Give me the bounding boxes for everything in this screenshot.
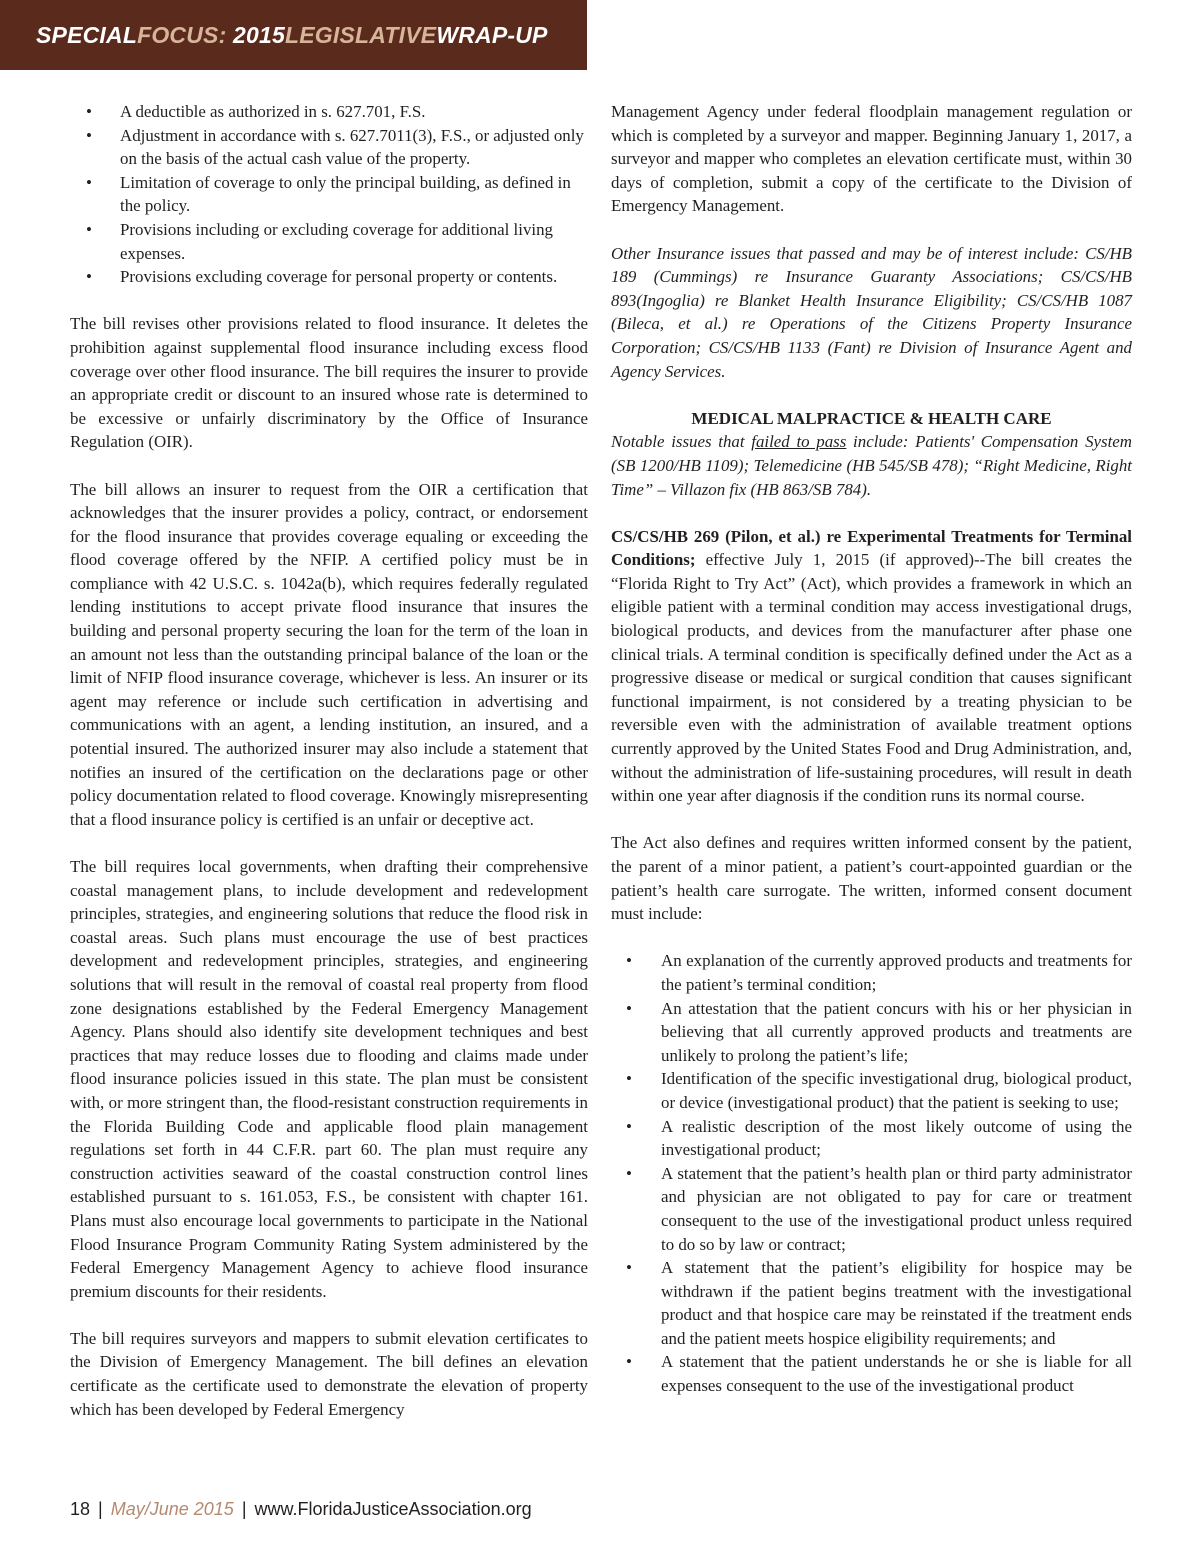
list-item: • Limitation of coverage to only the principal building, as defined in the policy.: [70, 171, 588, 218]
bill-description: effective July 1, 2015 (if approved)--The bill creates the “Florida Right to Try Act” (Act), which provides a framework in which an eligible patient with a terminal condition may access investigational drugs, biological products, and devices from the manufacturer after phase one clinical trials. A terminal condition is specifically defined under the Act as a progressive disease or medical or surgical condition that causes significant functional impairment, is not considered by a treating physician to be reversible even with the administration of available treatment options currently approved by the United States Food and Drug Administration, and, without the administration of life-sustaining procedures, will result in death within one year after diagnosis if the condition runs its normal course.: [611, 550, 1132, 806]
paragraph-elevation-certificates: The bill requires surveyors and mappers to submit elevation certificates to the Division of Emergency Management. The bill defines an elevation certificate as the certificate used to demonstrate the elevation of property which has been developed by Federal Emergency: [70, 1328, 588, 1419]
list-item: • A realistic description of the most likely outcome of using the investigational product;: [611, 1115, 1132, 1162]
banner-title: [36, 22, 548, 49]
right-column: [611, 100, 1132, 1398]
paragraph-hb-269: [611, 525, 1132, 808]
paragraph-flood-provisions: The bill revises other provisions related to flood insurance. It deletes the prohibition against supplemental flood insurance including excess flood coverage over other flood insurance. The bill requires the insurer to provide an appropriate credit or discount to an insured whose rate is determined to be excessive or unfairly discriminatory by the Office of Insurance Regulation (OIR).: [70, 314, 588, 452]
page-number: 18: [70, 1499, 91, 1519]
left-column: [70, 100, 588, 1421]
issue-date: May/June 2015: [110, 1499, 234, 1519]
list-item: • Provisions excluding coverage for personal property or contents.: [70, 265, 588, 289]
paragraph-coastal-plans: The bill requires local governments, when drafting their comprehensive coastal management plans, to include development and redevelopment principles, strategies, and engineering solutions that reduce the flood risk in coastal areas. Such plans must encourage the use of best practices development and redevelopment principles, strategies, and engineering solutions that will result in the removal of coastal real property from flood zone designations established by the Federal Emergency Management Agency. Plans should also identify site development techniques and best practices that may reduce losses due to flooding and claims made under flood insurance policies issued in this state. The plan must be consistent with, or more stringent than, the flood-resistant construction requirements in the Florida Building Code and applicable flood plain management regulations set forth in 44 C.F.R. part 60. The plan must require any construction activities seaward of the coastal construction control lines established pursuant to s. 161.053, F.S., be consistent with chapter 161. Plans must also encourage local governments to participate in the National Flood Insurance Program Community Rating System administered by the Federal Emergency Management Agency to achieve flood insurance premium discounts for their residents.: [70, 857, 588, 1301]
banner-word-special: SPECIAL: [36, 22, 138, 48]
right-bullet-list: [611, 949, 1132, 1397]
paragraph-certification: The bill allows an insurer to request from the OIR a certification that acknowledges that the insurer provides a policy, contract, or endorsement for the flood insurance that provides coverage equaling or exceeding the flood coverage offered by the NFIP. A certified policy must be in compliance with 42 U.S.C. s. 1042a(b), which requires federally regulated lending institutions to accept private flood insurance that insures the building and personal property securing the loan for the term of the loan in an amount not less than the outstanding principal balance of the loan or the limit of NFIP flood insurance coverage, whichever is less. An insurer or its agent may reference or include such certification in advertising and communications with an agent, a lending institution, an insured, and a potential insured. The authorized insurer may also include a statement that notifies an insured of the certification on the declarations page or other policy documentation related to flood coverage. Knowingly misrepresenting that a flood insurance policy is certified is an unfair or deceptive act.: [70, 479, 588, 829]
footer-separator: |: [241, 1499, 247, 1519]
list-item: • An attestation that the patient concurs with his or her physician in believing that all currently approved products and treatments are unlikely to prolong the patient’s life;: [611, 997, 1132, 1068]
paragraph-notable-issues: [611, 430, 1132, 501]
notable-intro: Notable issues that: [611, 432, 752, 452]
page-footer: [70, 1499, 532, 1520]
paragraph-elevation-continued: Management Agency under federal floodplain management regulation or which is completed by a surveyor and mapper. Beginning January 1, 2017, a surveyor and mapper who completes an elevation certificate must, within 30 days of completion, submit a copy of the certificate to the Division of Emergency Management.: [611, 102, 1132, 216]
list-item: • A deductible as authorized in s. 627.701, F.S.: [70, 100, 588, 124]
paragraph-informed-consent: The Act also defines and requires written informed consent by the patient, the parent of a minor patient, a patient’s court-appointed guardian or the patient’s health care surrogate. The written, informed consent document must include:: [611, 833, 1132, 924]
footer-separator: |: [98, 1499, 103, 1519]
list-item: • A statement that the patient’s eligibility for hospice may be withdrawn if the patient begins treatment with the investigational product and that hospice care may be reinstated if the treatment ends and the patient meets hospice eligibility requirements; and: [611, 1256, 1132, 1350]
bill-title: CS/CS/HB 269 (Pilon, et al.) re Experimental Treatments for Terminal Conditions;: [611, 526, 1132, 570]
list-item: • Identification of the specific investigational drug, biological product, or device (investigational product) that the patient is seeking to use;: [611, 1067, 1132, 1114]
left-bullet-list: [70, 100, 588, 289]
banner-word-wrapup: WRAP-UP: [436, 22, 548, 48]
list-item: • A statement that the patient’s health plan or third party administrator and physician are not obligated to pay for care or treatment consequent to the use of the investigational product unless required to do so by law or contract;: [611, 1162, 1132, 1256]
paragraph-other-insurance: Other Insurance issues that passed and may be of interest include: CS/HB 189 (Cummings) re Insurance Guaranty Associations; CS/CS/HB 893(Ingoglia) re Blanket Health Insurance Eligibility; CS/CS/HB 1087 (Bileca, et al.) re Operations of the Citizens Property Insurance Corporation; CS/CS/HB 1133 (Fant) re Division of Insurance Agent and Agency Services.: [611, 243, 1132, 381]
section-heading: MEDICAL MALPRACTICE & HEALTH CARE: [691, 408, 1052, 428]
banner-word-year: 2015: [233, 22, 286, 48]
banner-word-focus: FOCUS:: [137, 22, 234, 48]
banner-word-legislative: LEGISLATIVE: [285, 22, 437, 48]
list-item: • Adjustment in accordance with s. 627.7011(3), F.S., or adjusted only on the basis of the actual cash value of the property.: [70, 124, 588, 171]
notable-details: include: Patients' Compensation System (SB 1200/HB 1109); Telemedicine (HB 545/SB 478); “Right Medicine, Right Time” – Villazon fix (HB 863/SB 784).: [611, 432, 1132, 499]
notable-underlined: failed to pass: [751, 432, 847, 452]
list-item: • Provisions including or excluding coverage for additional living expenses.: [70, 218, 588, 265]
website-link[interactable]: www.FloridaJusticeAssociation.org: [254, 1499, 532, 1519]
list-item: • A statement that the patient understands he or she is liable for all expenses consequent to the use of the investigational product: [611, 1350, 1132, 1397]
list-item: • An explanation of the currently approved products and treatments for the patient’s terminal condition;: [611, 949, 1132, 996]
section-banner: [0, 0, 587, 70]
